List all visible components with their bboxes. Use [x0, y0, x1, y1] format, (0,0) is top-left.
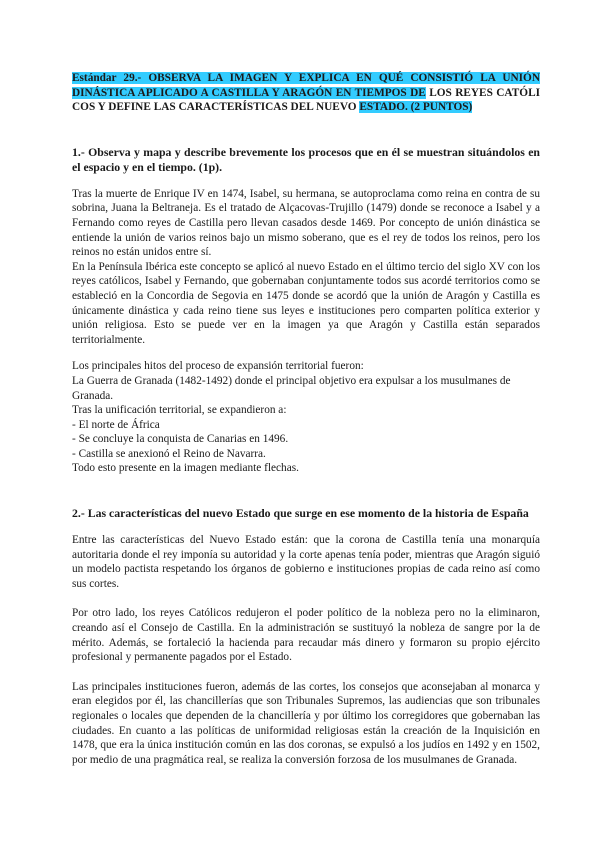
hitos-intro: Los principales hitos del proceso de expansión territorial fueron: [72, 360, 364, 373]
section-2-paragraph-3: Las principales instituciones fueron, además de las cortes, los consejos que aconsejaban al monarca y eran elegidos por él, las chancillerías que son Tribunales Supremos, las audiencias que son tribunales regionales o locales que dependen de la chancillería y por último los corregidores que gobernaban las ciudades. En cuanto a las políticas de uniformidad religiosas están la creación de la Inquisición en 1478, que era la única institución común en las dos coronas, se expulsó a los judíos en 1492 y en 1502, por medio de una pragmática real, se realiza la conversión forzosa de los musulmanes de Granada. [72, 680, 540, 766]
section-2-paragraph-2: Por otro lado, los reyes Católicos redujeron el poder político de la nobleza pero no la eliminaron, creando así el Consejo de Castilla. En la administración se sustituyó la nobleza de sangre por la de mérito. Además, se fortaleció la hacienda para recaudar más dinero y formaron su propio ejército profesional y permanente pagados por el Estado. [72, 607, 540, 664]
section-2-paragraph-1: Entre las características del Nuevo Estado están: que la corona de Castilla tenía una monarquía autoritaria donde el rey imponía su autoridad y la corte apenas tenía poder, mientras que Aragón siguió un modelo pactista respetando los órganos de gobierno e instituciones propias de cada reino así como sus cortes. [72, 534, 540, 590]
title-plain: LOS REYES CATÓLI COS Y DEFINE LAS CARACTERÍSTICAS DEL NUEVO [72, 86, 541, 114]
section-1-paragraph-2: En la Península Ibérica este concepto se aplicó al nuevo Estado en el último tercio del siglo XV con los reyes católicos, Isabel y Fernando, que gobernaban conjuntamente todos sus acordé territorios como se estableció en la Concordia de Segovia en 1475 donde se acordó que la unión de Aragón y Castilla es únicamente dinástica y cada reino tiene sus leyes e instituciones pero comparten política exterior y unión religiosa. Esto se puede ver en la imagen ya que Aragón y Castilla están separados territorialmente. [72, 260, 540, 346]
title-highlight-1: Estándar 29.- OBSERVA LA IMAGEN Y EXPLICA EN QUÉ CONSISTIÓ LA UNIÓN DINÁSTICA APLICADO A CASTILLA Y ARAGÓN EN TIEMPOS DE [72, 72, 540, 99]
hitos-tras: Tras la unificación territorial, se expandieron a: [72, 404, 287, 417]
section-1-heading: 1.- Observa y mapa y describe brevemente los procesos que en él se muestran situándolos en el espacio y en el tiempo. (1p). [72, 144, 540, 174]
list-item: - Se concluye la conquista de Canarias en 1496. [72, 433, 289, 446]
title-highlight-2: ESTADO. (2 PUNTOS) [359, 101, 473, 114]
document-title [72, 71, 540, 115]
list-item: - Castilla se anexionó el Reino de Navarra. [72, 447, 266, 460]
section-1-closing: Todo esto presente en la imagen mediante flechas. [72, 462, 299, 475]
section-1-paragraph-1: Tras la muerte de Enrique IV en 1474, Isabel, su hermana, se autoproclama como reina en contra de su sobrina, Juana la Beltraneja. Es el tratado de Alçacovas-Trujillo (1479) donde se reconoce a Isabel y a Fernando como reyes de Castilla pero llevan casados desde 1469. Por concepto de unión dinástica se entiende la unión de varios reinos bajo un mismo soberano, que es el rey de todos los reinos, pero los reinos no están unidos entre sí. [72, 187, 540, 259]
list-item: - El norte de África [72, 418, 160, 431]
section-2-heading: 2.- Las características del nuevo Estado que surge en ese momento de la historia de España [72, 506, 529, 521]
hitos-granada: La Guerra de Granada (1482-1492) donde el principal objetivo era expulsar a los musulmanes de Granada. [72, 374, 511, 402]
